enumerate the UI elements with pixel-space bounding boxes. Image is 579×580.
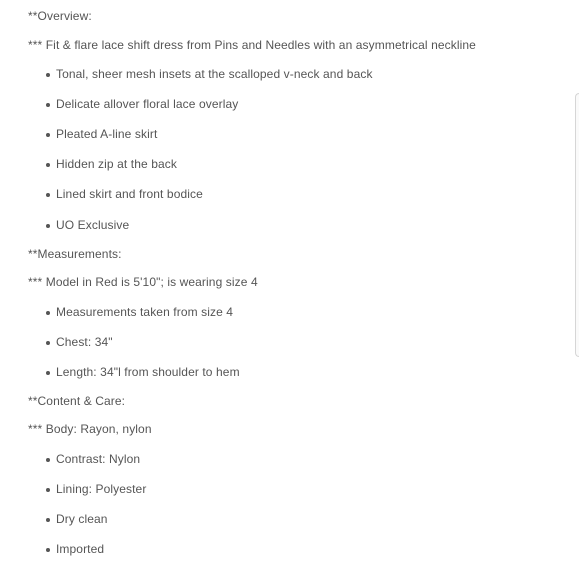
list-item xyxy=(46,334,113,350)
list-item-text: Imported xyxy=(56,542,105,556)
bullet-icon xyxy=(46,133,50,137)
bullet-icon xyxy=(46,311,50,315)
list-item xyxy=(46,511,108,527)
bullet-icon xyxy=(46,548,50,552)
bullet-icon xyxy=(46,224,50,228)
content-care-summary: *** Body: Rayon, nylon xyxy=(28,422,152,436)
list-item xyxy=(46,451,140,467)
bullet-icon xyxy=(46,458,50,462)
list-item xyxy=(46,156,177,172)
list-item-text: Tonal, sheer mesh insets at the scalloped v-neck and back xyxy=(56,67,373,81)
overview-summary: *** Fit & flare lace shift dress from Pins and Needles with an asymmetrical neckline xyxy=(28,38,476,52)
bullet-icon xyxy=(46,518,50,522)
list-item xyxy=(46,96,238,112)
list-item xyxy=(46,364,240,380)
side-panel-edge[interactable] xyxy=(575,93,579,357)
list-item-text: Hidden zip at the back xyxy=(56,157,177,171)
list-item-text: Lined skirt and front bodice xyxy=(56,187,203,201)
list-item-text: Measurements taken from size 4 xyxy=(56,305,234,319)
list-item-text: UO Exclusive xyxy=(56,218,130,232)
list-item-text: Pleated A-line skirt xyxy=(56,127,158,141)
bullet-icon xyxy=(46,163,50,167)
bullet-icon xyxy=(46,341,50,345)
measurements-heading: **Measurements: xyxy=(28,247,122,261)
measurements-summary: *** Model in Red is 5'10"; is wearing size 4 xyxy=(28,275,258,289)
list-item xyxy=(46,186,203,202)
list-item xyxy=(46,217,129,233)
list-item-text: Dry clean xyxy=(56,512,108,526)
list-item xyxy=(46,541,104,557)
bullet-icon xyxy=(46,488,50,492)
list-item xyxy=(46,126,157,142)
bullet-icon xyxy=(46,73,50,77)
overview-heading: **Overview: xyxy=(28,9,92,23)
list-item-text: Lining: Polyester xyxy=(56,482,147,496)
list-item-text: Length: 34"l from shoulder to hem xyxy=(56,365,240,379)
list-item-text: Contrast: Nylon xyxy=(56,452,141,466)
list-item xyxy=(46,304,233,320)
bullet-icon xyxy=(46,371,50,375)
list-item-text: Delicate allover floral lace overlay xyxy=(56,97,239,111)
list-item xyxy=(46,481,146,497)
list-item xyxy=(46,66,373,82)
content-care-heading: **Content & Care: xyxy=(28,394,126,408)
list-item-text: Chest: 34" xyxy=(56,335,113,349)
bullet-icon xyxy=(46,193,50,197)
bullet-icon xyxy=(46,103,50,107)
